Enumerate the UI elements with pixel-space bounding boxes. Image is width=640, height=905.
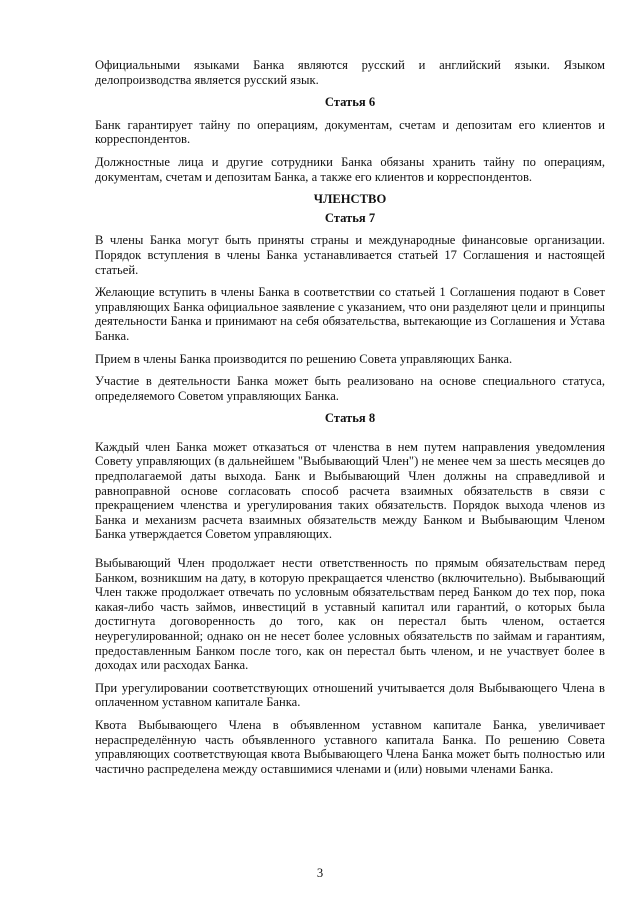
article-6-paragraph-2: Должностные лица и другие сотрудники Банка обязаны хранить тайну по операциям, документам, счетам и депозитам Банка, а также его клиентов и корреспондентов. <box>95 154 605 184</box>
article-8-paragraph-2: Выбывающий Член продолжает нести ответственность по прямым обязательствам перед Банком, возникшим на дату, в которую прекращается членство (включительно). Выбывающий Член также продолжает отвечать по условным обязательствам перед Банком до тех пор, пока какая-либо часть займов, инвестиций в уставный капитал или гарантий, о которых была достигнута договоренность до того, как он перестал быть членом, остается неурегулированной; однако он не несет более условных обязательств по займам и гарантиям, предоставленным Банком после того, как он перестал быть членом, и не участвует более в доходах или расходах Банка. <box>95 556 605 673</box>
article-8-heading: Статья 8 <box>324 411 376 426</box>
article-6-paragraph-1: Банк гарантирует тайну по операциям, документам, счетам и депозитам его клиентов и корреспондентов. <box>95 117 605 147</box>
article-8-paragraph-3: При урегулировании соответствующих отношений учитывается доля Выбывающего Члена в оплаченном уставном капитале Банка. <box>95 680 605 710</box>
page-number: 3 <box>316 866 324 880</box>
article-7-paragraph-4: Участие в деятельности Банка может быть реализовано на основе специального статуса, определяемого Советом управляющих Банка. <box>95 374 605 403</box>
article-7-heading: Статья 7 <box>324 210 376 225</box>
article-7-paragraph-1: В члены Банка могут быть приняты страны и международные финансовые организации. Порядок вступления в члены Банка устанавливается статьей 17 Соглашения и настоящей статьей. <box>95 233 605 277</box>
article-8-paragraph-4: Квота Выбывающего Члена в объявленном уставном капитале Банка, увеличивает нераспределённую часть объявленного уставного капитала Банка. По решению Совета управляющих соответствующая квота Выбывающего Члена Банка может быть полностью или частично распределена между оставшимися членами и (или) новыми членами Банка. <box>95 717 605 776</box>
article-6-heading: Статья 6 <box>324 95 376 110</box>
document-page <box>95 58 605 784</box>
article-7-paragraph-2: Желающие вступить в члены Банка в соответствии со статьей 1 Соглашения подают в Совет управляющих Банка официальное заявление с указанием, что они разделяют цели и принципы деятельности Банка и принимают на себя обязательства, вытекающие из Соглашения и Устава Банка. <box>95 285 605 343</box>
article-7-paragraph-3: Прием в члены Банка производится по решению Совета управляющих Банка. <box>95 351 513 366</box>
paragraph-official-languages: Официальными языками Банка являются русский и английский языки. Языком делопроизводства является русский язык. <box>95 58 605 87</box>
section-membership-heading: ЧЛЕНСТВО <box>313 192 387 207</box>
article-8-paragraph-1: Каждый член Банка может отказаться от членства в нем путем направления уведомления Совету управляющих (в дальнейшем "Выбывающий Член") не менее чем за шесть месяцев до предполагаемой даты выхода. Банк и Выбывающий Член должны на справедливой и равноправной основе согласовать способ расчета взаимных обязательств в связи с прекращением членства и урегулирования таких обязательств. Порядок выхода членов из Банка и механизм расчета взаимных обязательств между Банком и Выбывающим Членом Банка утверждается Советом управляющих. <box>95 439 605 542</box>
